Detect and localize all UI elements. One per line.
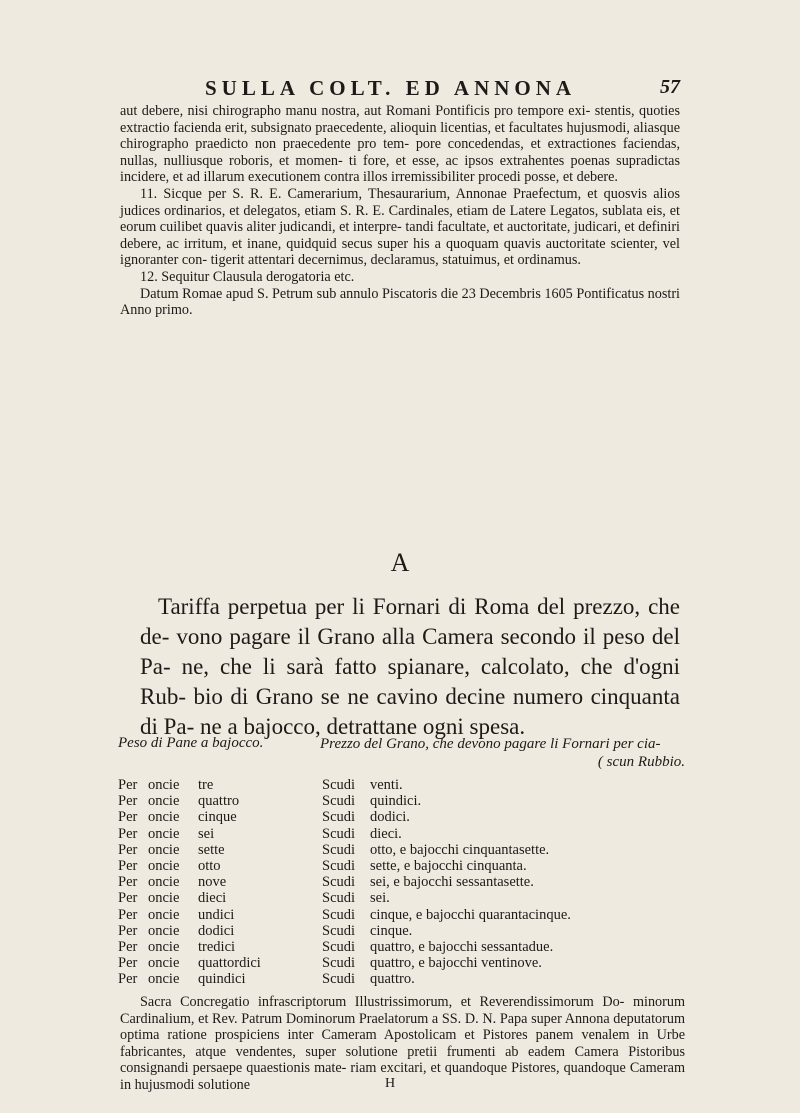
weight-qty: dodici <box>198 922 235 939</box>
scudi-label: Scudi <box>322 825 356 842</box>
tariff-title-text: Tariffa perpetua per li Fornari di Roma del prezzo, che de- vono pagare il Grano alla Camera secondo il peso del Pa- ne, che li sarà fatto spianare, calcolato, che d'ogni Rub- bio di Grano se ne cavino decine numero cinquanta di Pa- ne a bajocco, detrattane ogni spesa. <box>140 594 680 739</box>
unit-label: oncie <box>148 922 180 939</box>
weight-qty: tredici <box>198 939 236 956</box>
catchword: H <box>385 1076 396 1091</box>
per-label: Per <box>118 890 138 907</box>
price-value: quindici. <box>370 793 422 810</box>
scudi-label: Scudi <box>322 971 356 988</box>
section-letter: A <box>390 548 410 577</box>
weight-qty: quattordici <box>198 955 261 972</box>
table-header-price-line2: ( scun Rubbio. <box>597 754 685 770</box>
unit-label: oncie <box>148 955 180 972</box>
price-value: otto, e bajocchi cinquantasette. <box>370 841 550 858</box>
per-label: Per <box>118 971 138 988</box>
price-row <box>322 858 571 874</box>
price-row <box>322 809 571 825</box>
table-header-weight: Peso di Pane a bajocco. <box>118 735 264 751</box>
price-value: quattro. <box>370 971 415 988</box>
price-row <box>322 923 571 939</box>
price-row <box>322 793 571 809</box>
unit-label: oncie <box>148 874 180 891</box>
page-number: 57 <box>660 76 680 98</box>
latin-text-top <box>120 103 680 319</box>
scudi-label: Scudi <box>322 939 356 956</box>
unit-label: oncie <box>148 858 180 875</box>
price-row <box>322 971 571 987</box>
price-value: dieci. <box>370 825 402 842</box>
weight-row <box>118 923 261 939</box>
scudi-label: Scudi <box>322 890 356 907</box>
price-row <box>322 777 571 793</box>
weight-qty: cinque <box>198 809 237 826</box>
table-header-price <box>320 735 685 771</box>
weight-row <box>118 826 261 842</box>
per-label: Per <box>118 809 138 826</box>
weight-qty: undici <box>198 906 235 923</box>
scudi-label: Scudi <box>322 858 356 875</box>
per-label: Per <box>118 906 138 923</box>
weight-row <box>118 907 261 923</box>
weight-row <box>118 874 261 890</box>
weight-qty: sei <box>198 825 215 842</box>
scudi-label: Scudi <box>322 922 356 939</box>
price-value: cinque. <box>370 922 413 939</box>
weight-row <box>118 955 261 971</box>
per-label: Per <box>118 825 138 842</box>
scudi-label: Scudi <box>322 906 356 923</box>
price-value: quattro, e bajocchi ventinove. <box>370 955 542 972</box>
per-label: Per <box>118 874 138 891</box>
price-row <box>322 826 571 842</box>
price-value: sei, e bajocchi sessantasette. <box>370 874 534 891</box>
running-title: SULLA COLT. ED ANNONA <box>205 76 577 100</box>
scudi-label: Scudi <box>322 955 356 972</box>
price-row <box>322 890 571 906</box>
scudi-label: Scudi <box>322 841 356 858</box>
weight-column <box>118 777 261 988</box>
unit-label: oncie <box>148 809 180 826</box>
weight-qty: nove <box>198 874 227 891</box>
weight-qty: dieci <box>198 890 227 907</box>
weight-qty: sette <box>198 841 225 858</box>
price-row <box>322 842 571 858</box>
price-row <box>322 907 571 923</box>
unit-label: oncie <box>148 971 180 988</box>
paragraph-congregatio: Sacra Concregatio infrascriptorum Illustrissimorum, et Reverendissimorum Do- minorum Cardinalium, et Rev. Patrum Dominorum Praelatorum a SS. D. N. Papa super Annona deputatorum optima ratione prospiciens inter Cameram Apostolicam et Pistores panem venalem in Urbe fabricantes, atque vendentes, super solutione pretii frumenti ab eadem Camera Pistoribus consignandi persaepe quaestionis mate- riam excitari, et quandoque Pistores, quandoque Cameram in hujusmodi solutione <box>120 994 685 1093</box>
weight-qty: otto <box>198 858 221 875</box>
scudi-label: Scudi <box>322 874 356 891</box>
per-label: Per <box>118 841 138 858</box>
price-value: sei. <box>370 890 390 907</box>
per-label: Per <box>118 858 138 875</box>
price-value: cinque, e bajocchi quarantacinque. <box>370 906 571 923</box>
unit-label: oncie <box>148 841 180 858</box>
weight-row <box>118 842 261 858</box>
price-column <box>322 777 571 988</box>
table-header-price-line1: Prezzo del Grano, che devono pagare li Fornari per cia- <box>320 736 661 752</box>
unit-label: oncie <box>148 793 180 810</box>
weight-qty: quattro <box>198 793 240 810</box>
weight-qty: tre <box>198 777 214 793</box>
dating-clause: Datum Romae apud S. Petrum sub annulo Piscatoris die 23 Decembris 1605 Pontificatus nostri Anno primo. <box>120 285 680 319</box>
unit-label: oncie <box>148 939 180 956</box>
tariff-title <box>140 592 680 742</box>
per-label: Per <box>118 955 138 972</box>
price-value: sette, e bajocchi cinquanta. <box>370 858 527 875</box>
per-label: Per <box>118 922 138 939</box>
paragraph-12: 12. Sequitur Clausula derogatoria etc. <box>140 268 355 285</box>
per-label: Per <box>118 793 138 810</box>
price-row <box>322 955 571 971</box>
price-row <box>322 874 571 890</box>
paragraph-1: aut debere, nisi chirographo manu nostra, aut Romani Pontificis pro tempore exi- stentis, quoties extractio facienda erit, subsignato praecedente, alioquin licentias, et facultates hujusmodi, aliasque chirographo praedicto non praecedente pro tem- pore concedendas, et extractiones faciendas, nullas, nulliusque roboris, et momen- ti fore, et esse, ac ipsos extrahentes poenas supradictas incidere, et ad illarum executionem contra illos irremissibiliter procedi posse, et debere. <box>120 103 680 186</box>
paragraph-11: 11. Sicque per S. R. E. Camerarium, Thesaurarium, Annonae Praefectum, et quosvis alios judices ordinarios, et delegatos, etiam S. R. E. Cardinales, etiam de Latere Legatos, sublata eis, et eorum cuilibet quavis aliter judicandi, et interpre- tandi facultate, et auctoritate, judicari, et definiri debere, ac irritum, et inane, quidquid secus super his a quoquam quavis auctoritate scienter, vel ignoranter con- tigerit attentari decernimus, declaramus, statuimus, et ordinamus. <box>120 185 680 269</box>
weight-row <box>118 971 261 987</box>
price-value: venti. <box>370 777 403 793</box>
latin-text-bottom <box>120 994 685 1094</box>
per-label: Per <box>118 939 138 956</box>
weight-row <box>118 939 261 955</box>
weight-row <box>118 890 261 906</box>
price-row <box>322 939 571 955</box>
price-value: dodici. <box>370 809 410 826</box>
scudi-label: Scudi <box>322 793 356 810</box>
weight-row <box>118 809 261 825</box>
unit-label: oncie <box>148 890 180 907</box>
weight-row <box>118 793 261 809</box>
weight-row <box>118 777 261 793</box>
weight-row <box>118 858 261 874</box>
unit-label: oncie <box>148 777 180 793</box>
scudi-label: Scudi <box>322 809 356 826</box>
per-label: Per <box>118 777 138 793</box>
price-value: quattro, e bajocchi sessantadue. <box>370 939 554 956</box>
unit-label: oncie <box>148 906 180 923</box>
scudi-label: Scudi <box>322 777 356 793</box>
unit-label: oncie <box>148 825 180 842</box>
weight-qty: quindici <box>198 971 246 988</box>
